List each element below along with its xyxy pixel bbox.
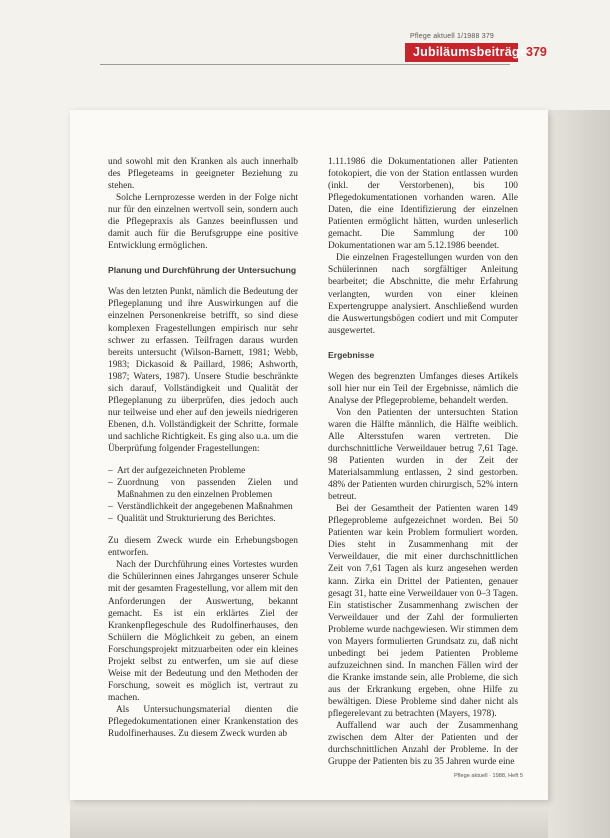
paragraph: Bei der Gesamtheit der Patienten waren 149 Pflegeprobleme aufgezeichnet worden. Bei 50 Patienten war kein Problem formuliert worden. Dies steht in Zusammenhang mit der Verweildauer, die mit einer durchschnittlichen Zeit von 7,61 Tagen als kurz angesehen werden kann. Zirka ein Drittel der Patienten, genauer gesagt 31, hatte eine Verweildauer von 0–3 Tagen. Ein statistischer Zusammenhang zwischen der Verweildauer und der Zahl der formulierten Probleme wurde nachgewiesen. Wir stimmen dem von Mayers formulierten Grundsatz zu, daß nicht unbedingt bei jedem Patienten Probleme aufzuzeichnen sind. In manchen Fällen wird der die Kranke imstande sein, alle Probleme, die sich aus der Erkrankung ergeben, ohne Hilfe zu bewältigen. Diese Probleme sind daher nicht als pflegerelevant zu betrachten (Mayers, 1978). xyxy=(328,504,518,720)
section-heading: Ergebnisse xyxy=(328,349,375,360)
right-column xyxy=(328,156,518,768)
paragraph: 1.11.1986 die Dokumentationen aller Patienten fotokopiert, die von der Station entlassen wurden (inkl. der Verstorbenen), bis 100 Pflegedokumentationen vorhanden waren. Alle Daten, die eine Identifizierung der einzelnen Patienten ermöglicht hätten, wurden unleserlich gemacht. Die Sammlung der 100 Dokumentationen war am 5.12.1986 beendet. xyxy=(328,157,518,252)
footer-citation: Pflege aktuell · 1988, Heft 5 xyxy=(454,773,524,779)
list-item: – Art der aufgezeichneten Probleme xyxy=(108,465,298,477)
list-item: – Verständlichkeit der angegebenen Maßnahmen xyxy=(108,501,298,513)
paragraph: Von den Patienten der untersuchten Station waren die Hälfte männlich, die Hälfte weiblich. Alle Altersstufen waren vertreten. Die durchschnittliche Verweildauer betrug 7,61 Tage. 98 Patienten wurden in der Zeit der Materialsammlung entlassen, 2 sind gestorben. 48% der Patienten wurden chirurgisch, 52% intern betreut. xyxy=(328,407,518,503)
paragraph: Nach der Durchführung eines Vortestes wurden die Schülerinnen eines Jahrganges unserer Schule mit der gesamten Fragestellung, vor allem mit den Anforderungen der Auswertung, bekannt gemacht. Es ist ein erklärtes Ziel der Krankenpflegeschule des Rudolfinerhauses, den Schülern die Möglichkeit zu geben, an einem Forschungsprojekt mitzuarbeiten oder ein kleines Projekt selbst zu entwerfen, um sie auf diese Weise mit der Bedeutung und den Methoden der Forschung, soweit es möglich ist, vertraut zu machen. xyxy=(108,560,298,703)
list-item: – Qualität und Strukturierung des Berichtes. xyxy=(108,513,298,525)
paragraph: Die einzelnen Fragestellungen wurden von den Schülerinnen nach sorgfältiger Anleitung bearbeitet; die Abschnitte, die mehr Erfahrung verlangten, wurden von einer kleinen Expertengruppe analysiert. Anschließend wurden die Auswertungsbögen codiert und mit Computer ausgewertet. xyxy=(328,253,518,336)
page-number: 379 xyxy=(526,45,547,59)
page-edge-shadow xyxy=(548,110,610,838)
paragraph: Solche Lernprozesse werden in der Folge nicht nur für den einzelnen wertvoll sein, sondern auch die Pflegepraxis als Ganzes beeinflussen und damit auch für die Berufsgruppe eine positive Entwicklung ermöglichen. xyxy=(108,193,298,252)
header-rule xyxy=(100,64,510,65)
header-citation: Pflege aktuell 1/1988 379 xyxy=(410,33,495,40)
paragraph: Als Untersuchungsmaterial dienten die Pflegedokumentationen einer Krankenstation des Rudolfinerhauses. Zu diesem Zweck wurden ab xyxy=(108,704,298,740)
section-title: Jubiläumsbeiträge xyxy=(413,45,527,59)
paragraph: und sowohl mit den Kranken als auch innerhalb des Pflegeteams in geeigneter Beziehung zu stehen. xyxy=(108,157,298,192)
left-column xyxy=(108,156,298,740)
paragraph: Zu diesem Zweck wurde ein Erhebungsbogen entworfen. xyxy=(108,536,298,559)
section-heading: Planung und Durchführung der Untersuchung xyxy=(108,265,297,276)
paragraph: Auffallend war auch der Zusammenhang zwischen dem Alter der Patienten und der durchschnittlichen Anzahl der Probleme. In der Gruppe der Patienten bis zu 35 Jahren wurde eine xyxy=(328,721,518,768)
paragraph: Was den letzten Punkt, nämlich die Bedeutung der Pflegeplanung und ihre Auswirkungen auf die einzelnen Personenkreise betrifft, so sind diese komplexen Fragestellungen empirisch nur sehr schwer zu erfassen. Teilfragen daraus wurden bereits untersucht (Wilson-Barnett, 1981; Webb, 1983; Dickasoid & Paillard, 1986; Ashworth, 1987; Waters, 1987). Unsere Studie beschränkte sich darauf, Vollständigkeit und Qualität der Pflegeplanung zu überprüfen, dies jedoch auch nur teilweise und eher auf den jeweils niedrigeren Ebenen, d.h. Vollständigkeit der Schritte, formale und sachliche Richtigkeit. Es ging also u.a. um die Überprüfung folgender Fragestellungen: xyxy=(108,287,298,454)
list-item: – Zuordnung von passenden Zielen und Maßnahmen zu den einzelnen Problemen xyxy=(108,477,298,501)
section-banner xyxy=(405,43,527,62)
question-list xyxy=(108,465,298,525)
paragraph: Wegen des begrenzten Umfanges dieses Artikels soll hier nur ein Teil der Ergebnisse, nämlich die Analyse der Pflegeprobleme, behandelt werden. xyxy=(328,371,518,406)
page-bottom-shadow xyxy=(70,800,548,838)
